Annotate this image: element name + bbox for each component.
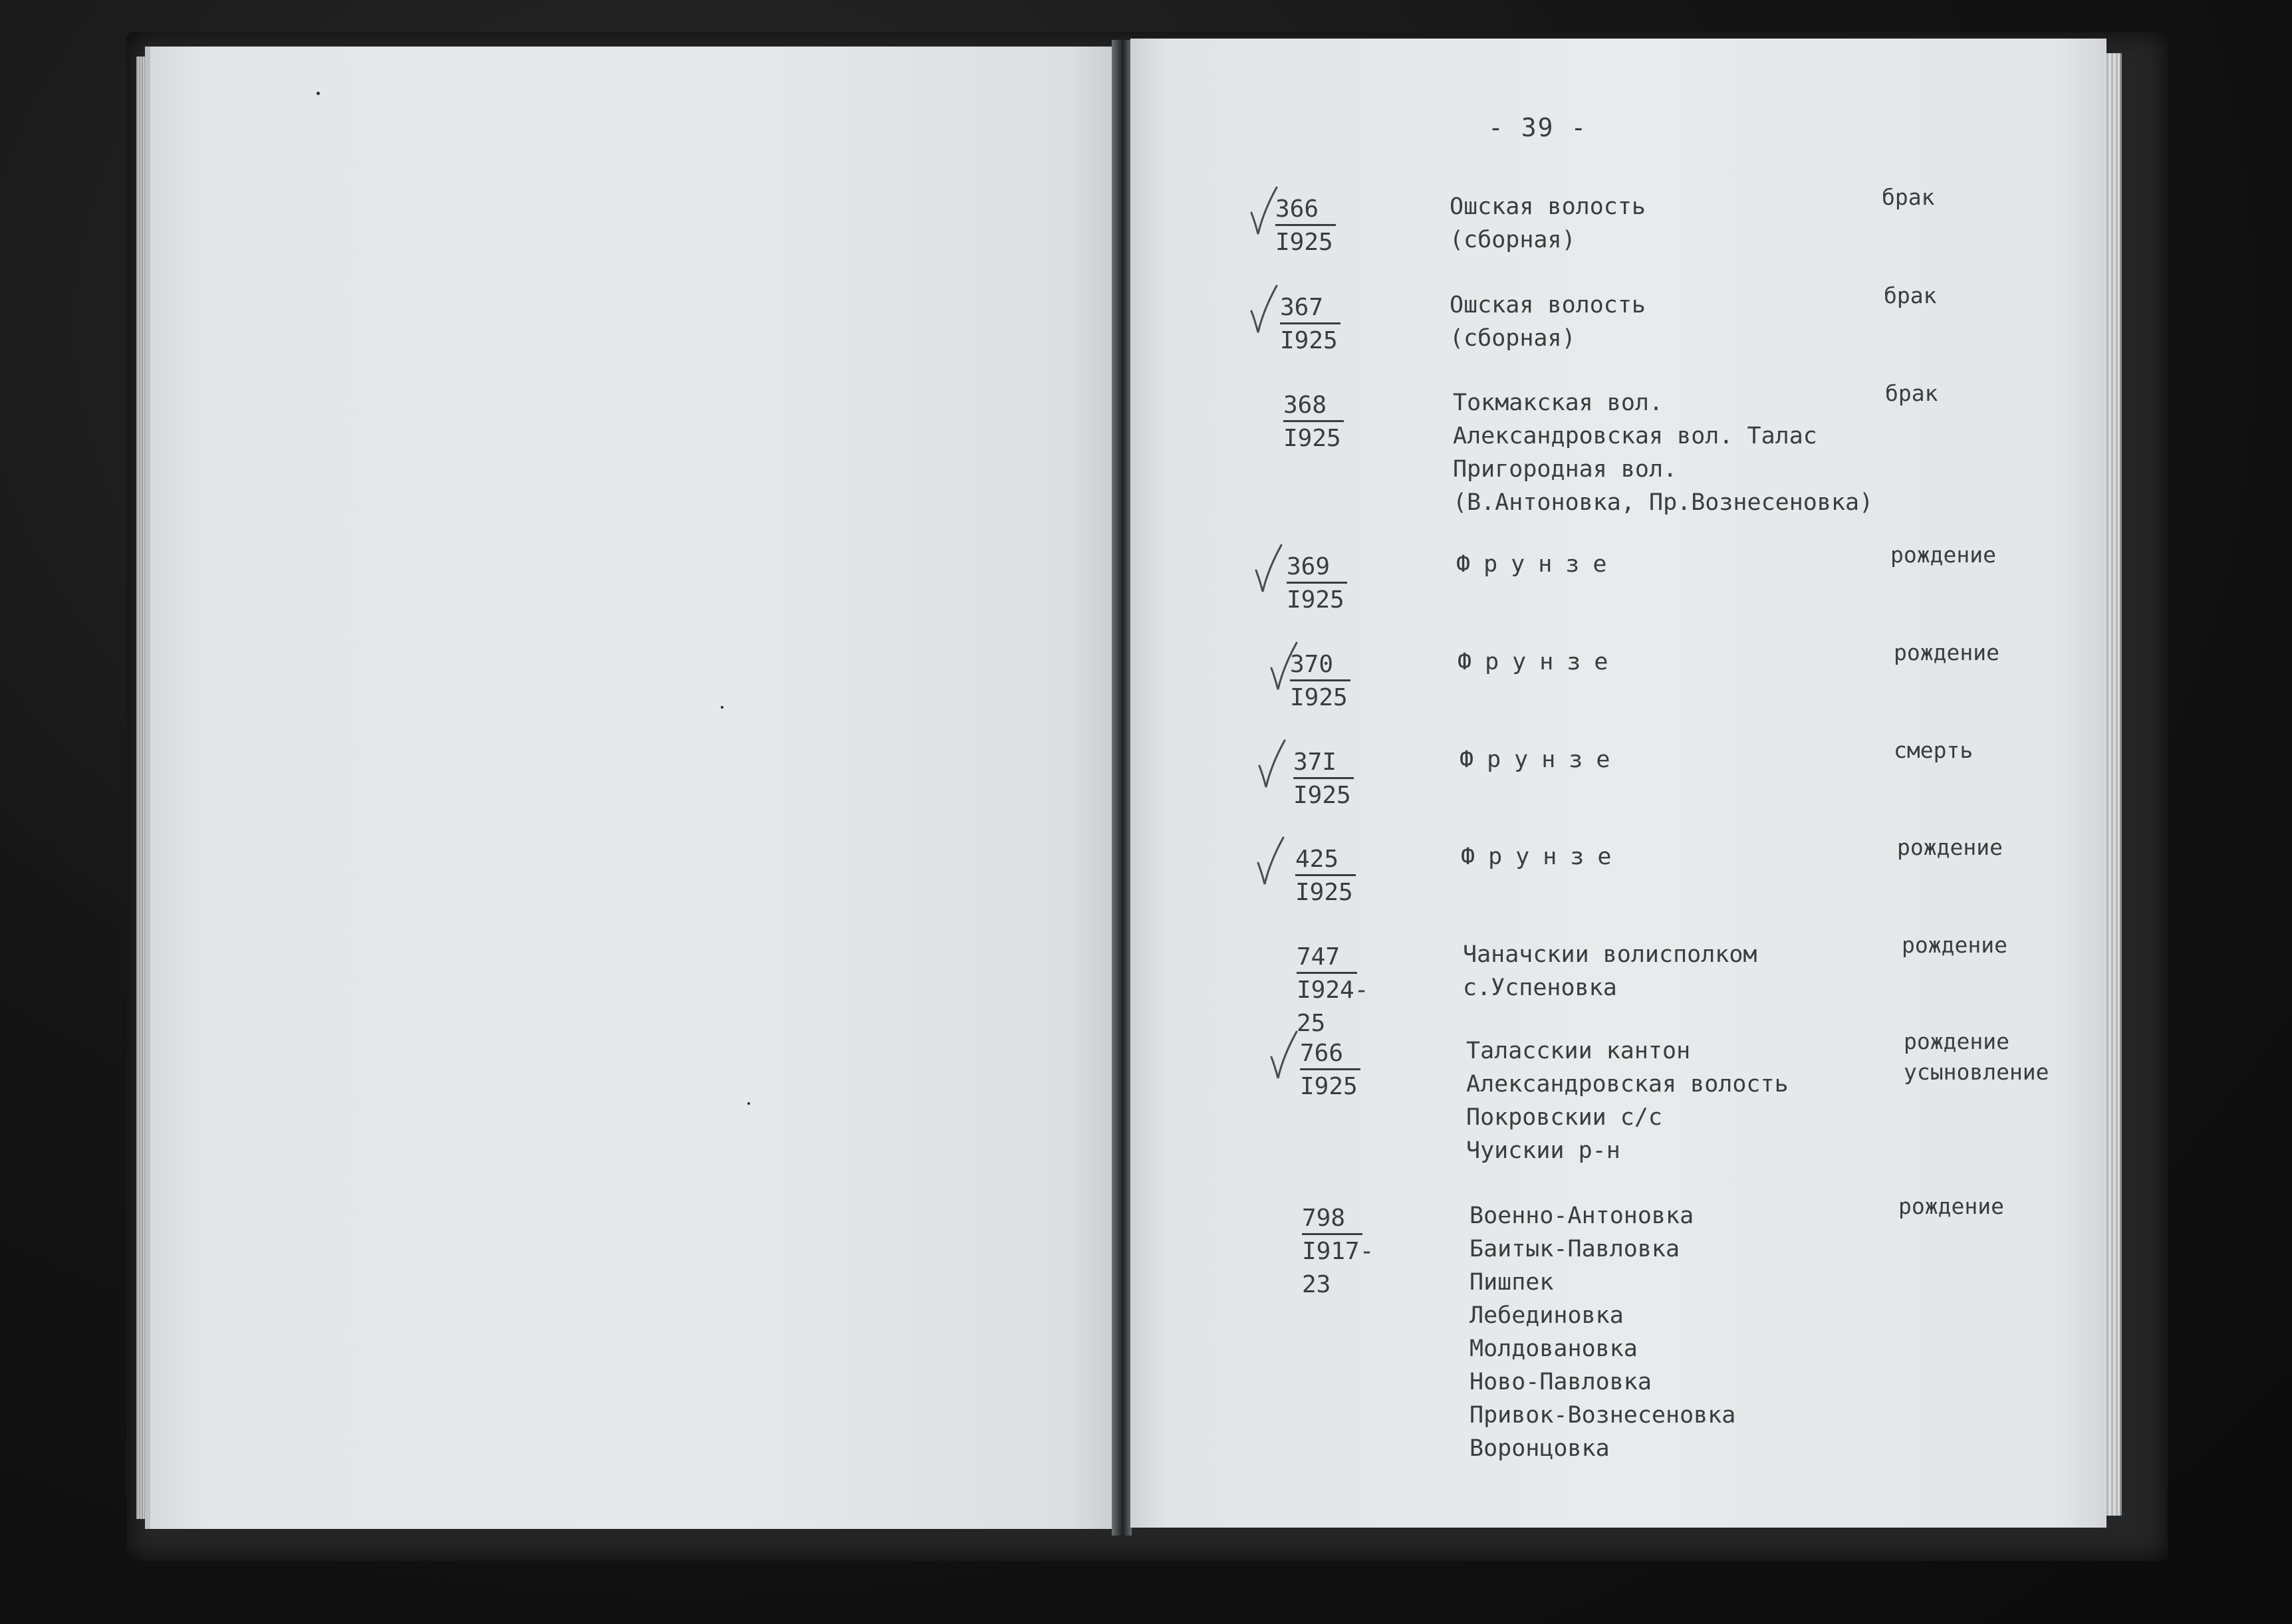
place-list xyxy=(1463,938,1757,1004)
place-name: Чуискии р-н xyxy=(1466,1137,1620,1164)
place-name: с.Успеновка xyxy=(1463,975,1617,1001)
record-type-list xyxy=(1882,182,1934,213)
ink-speck xyxy=(721,706,723,709)
fond-number: 798 xyxy=(1302,1204,1362,1235)
place-list xyxy=(1453,386,1873,519)
ink-speck xyxy=(317,92,320,95)
fond-reference xyxy=(1275,193,1336,259)
fond-years: I925 xyxy=(1280,327,1338,354)
record-type-list xyxy=(1904,1026,2049,1088)
fond-number: 369 xyxy=(1287,552,1347,584)
place-name: (сборная) xyxy=(1450,227,1576,253)
fond-reference xyxy=(1295,843,1356,909)
record-type: усыновление xyxy=(1904,1059,2049,1085)
place-list xyxy=(1460,743,1623,776)
place-list xyxy=(1461,840,1624,873)
fond-reference xyxy=(1302,1202,1374,1302)
fond-number: 370 xyxy=(1290,650,1350,681)
place-list xyxy=(1469,1199,1735,1465)
place-name: Александровская вол. Талас xyxy=(1453,423,1817,449)
check-mark-icon xyxy=(1255,835,1286,888)
place-list xyxy=(1458,645,1621,679)
fond-years: I925 xyxy=(1275,229,1333,256)
place-name: Ошская волость xyxy=(1450,292,1646,318)
fond-reference xyxy=(1297,941,1368,1040)
place-name: Молдовановка xyxy=(1469,1335,1638,1362)
place-list xyxy=(1450,289,1646,355)
fond-reference xyxy=(1300,1037,1360,1103)
fond-years: I925 xyxy=(1300,1073,1358,1100)
record-type: рождение xyxy=(1902,932,2007,958)
place-name: Покровскии с/с xyxy=(1466,1104,1663,1131)
record-type-list xyxy=(1884,281,1936,311)
place-name: Фрунзе xyxy=(1461,844,1625,870)
record-type-list xyxy=(1902,930,2007,961)
place-name: Ново-Павловка xyxy=(1469,1369,1652,1395)
place-name: Фрунзе xyxy=(1458,649,1622,675)
place-name: Привок-Вознесеновка xyxy=(1469,1402,1736,1429)
ink-speck xyxy=(747,1102,750,1105)
place-name: Воронцовка xyxy=(1469,1435,1610,1462)
left-page xyxy=(145,47,1118,1529)
record-type-list xyxy=(1894,638,1999,668)
record-type: рождение xyxy=(1894,639,1999,665)
check-mark-icon xyxy=(1249,283,1279,336)
fond-number: 747 xyxy=(1297,943,1357,974)
check-mark-icon xyxy=(1253,542,1284,596)
fond-years: I925 xyxy=(1287,586,1344,614)
fond-reference xyxy=(1283,389,1344,455)
place-name: Фрунзе xyxy=(1460,747,1624,773)
record-type: рождение xyxy=(1904,1028,2009,1054)
record-type-list xyxy=(1898,1191,2004,1222)
fond-number: 368 xyxy=(1283,391,1344,422)
fond-number: 766 xyxy=(1300,1039,1360,1070)
fond-years: I925 xyxy=(1283,425,1341,452)
place-name: Александровская волость xyxy=(1466,1071,1789,1098)
fond-years: I925 xyxy=(1295,879,1353,906)
place-name: Баитык-Павловка xyxy=(1469,1236,1680,1262)
record-type-list xyxy=(1885,378,1938,409)
record-type-list xyxy=(1890,540,1996,570)
place-name: Таласскии кантон xyxy=(1466,1038,1691,1064)
fond-reference xyxy=(1293,746,1354,812)
fond-number: 37I xyxy=(1293,748,1354,779)
place-name: Пригородная вол. xyxy=(1453,456,1678,483)
place-list xyxy=(1466,1034,1789,1167)
fond-number: 367 xyxy=(1280,293,1340,324)
fond-reference xyxy=(1287,550,1347,617)
check-mark-icon xyxy=(1257,738,1287,791)
check-mark-icon xyxy=(1269,1029,1299,1082)
page-number: - 39 - xyxy=(1488,113,1588,142)
place-list xyxy=(1456,548,1620,581)
place-list xyxy=(1450,190,1646,257)
book-gutter xyxy=(1112,40,1132,1536)
record-type: брак xyxy=(1884,283,1937,308)
record-type-list xyxy=(1897,832,2003,863)
record-type: рождение xyxy=(1890,542,1996,568)
place-name: (В.Антоновка, Пр.Вознесеновка) xyxy=(1453,489,1874,516)
record-type: брак xyxy=(1882,184,1935,210)
fond-number: 366 xyxy=(1275,195,1336,226)
place-name: Чаначскии волисполком xyxy=(1463,941,1757,968)
fond-reference xyxy=(1280,291,1340,358)
record-type: рождение xyxy=(1898,1193,2004,1219)
place-name: Пишпек xyxy=(1469,1269,1554,1296)
record-type-list xyxy=(1894,735,1973,766)
fond-years: I924-25 xyxy=(1297,977,1369,1037)
fond-reference xyxy=(1290,648,1350,715)
fond-number: 425 xyxy=(1295,845,1356,876)
fond-years: I925 xyxy=(1290,684,1348,711)
record-type: рождение xyxy=(1897,834,2003,860)
place-name: Токмакская вол. xyxy=(1453,390,1664,416)
place-name: Военно-Антоновка xyxy=(1469,1203,1694,1229)
place-name: (сборная) xyxy=(1450,325,1576,352)
fond-years: I925 xyxy=(1293,782,1351,809)
place-name: Фрунзе xyxy=(1456,551,1620,578)
record-type: смерть xyxy=(1894,737,1974,763)
record-type: брак xyxy=(1885,380,1938,406)
fond-years: I917-23 xyxy=(1302,1238,1374,1298)
place-name: Лебединовка xyxy=(1469,1302,1624,1329)
place-name: Ошская волость xyxy=(1450,193,1646,220)
